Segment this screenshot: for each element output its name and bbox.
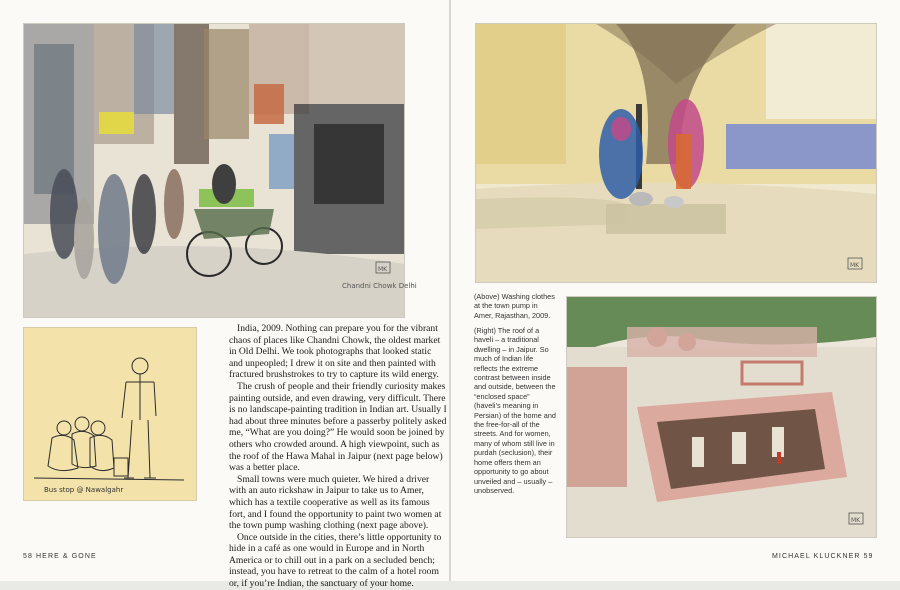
town-pump-painting — [475, 23, 877, 283]
paragraph-2: The crush of people and their friendly curiosity makes painting outside, and even drawing, very difficult. There is no landscape-painting tradition in Indian art. Usually I had about three minutes before a passerby politely asked me, “What are you doing?” He would soon be joined by others who crowded around. A high viewpoint, such as the roof of the Hawa Mahal in Jaipur (next page below) was a better place. — [229, 380, 447, 474]
paragraph-1: India, 2009. Nothing can prepare you for the vibrant chaos of places like Chandni Chowk, the oldest market in Old Delhi. We took photographs that looked static and unpeopled; I drew it on site and then painted with fractured brushstrokes to try to capture its wild energy. — [229, 323, 441, 381]
chandni-chowk-inscription: Chandni Chowk Delhi — [342, 282, 417, 290]
paragraph-4: Once outside in the cities, there’s little opportunity to hide in a café as one would in Europe and in North America or to chill out in a park on a secluded bench; instead, you have to retreat to the calm of a hotel room or, if you’re Indian, the sanctuary of your home. — [229, 531, 442, 590]
left-folio: 58 HERE & GONE — [23, 553, 97, 560]
artist-monogram: MK — [378, 266, 388, 273]
body-text — [229, 323, 447, 590]
bus-stop-inscription: Bus stop @ Nawalgahr — [44, 486, 124, 494]
caption-above: (Above) Washing clothes at the town pump in Amer, Rajasthan, 2009. — [474, 292, 555, 320]
right-folio: MICHAEL KLUCKNER 59 — [772, 553, 874, 560]
chandni-chowk-painting — [23, 23, 417, 318]
caption-right: (Right) The roof of a haveli – a traditional dwelling – in Jaipur. So much of Indian life reflects the extreme contrast between inside and outside, between the “enclosed space” (haveli’s meaning in Persian) of the home and the free-for-all of the streets. And for women, many of whom still live in purdah (seclusion), their home offers them an opportunity to go about unveiled and – usually – unobserved. — [474, 326, 556, 495]
haveli-roof-painting — [566, 296, 877, 538]
paragraph-3: Small towns were much quieter. We hired a driver with an auto rickshaw in Jaipur to take us to Amer, which has a textile cooperative as well as its famous fort, and I found the opportunity to paint two women at the town pump washing clothing (next page above). — [229, 473, 442, 532]
artist-monogram-pump: MK — [850, 262, 860, 269]
artist-monogram-haveli: MK — [851, 517, 861, 524]
bus-stop-sketch — [23, 327, 197, 501]
